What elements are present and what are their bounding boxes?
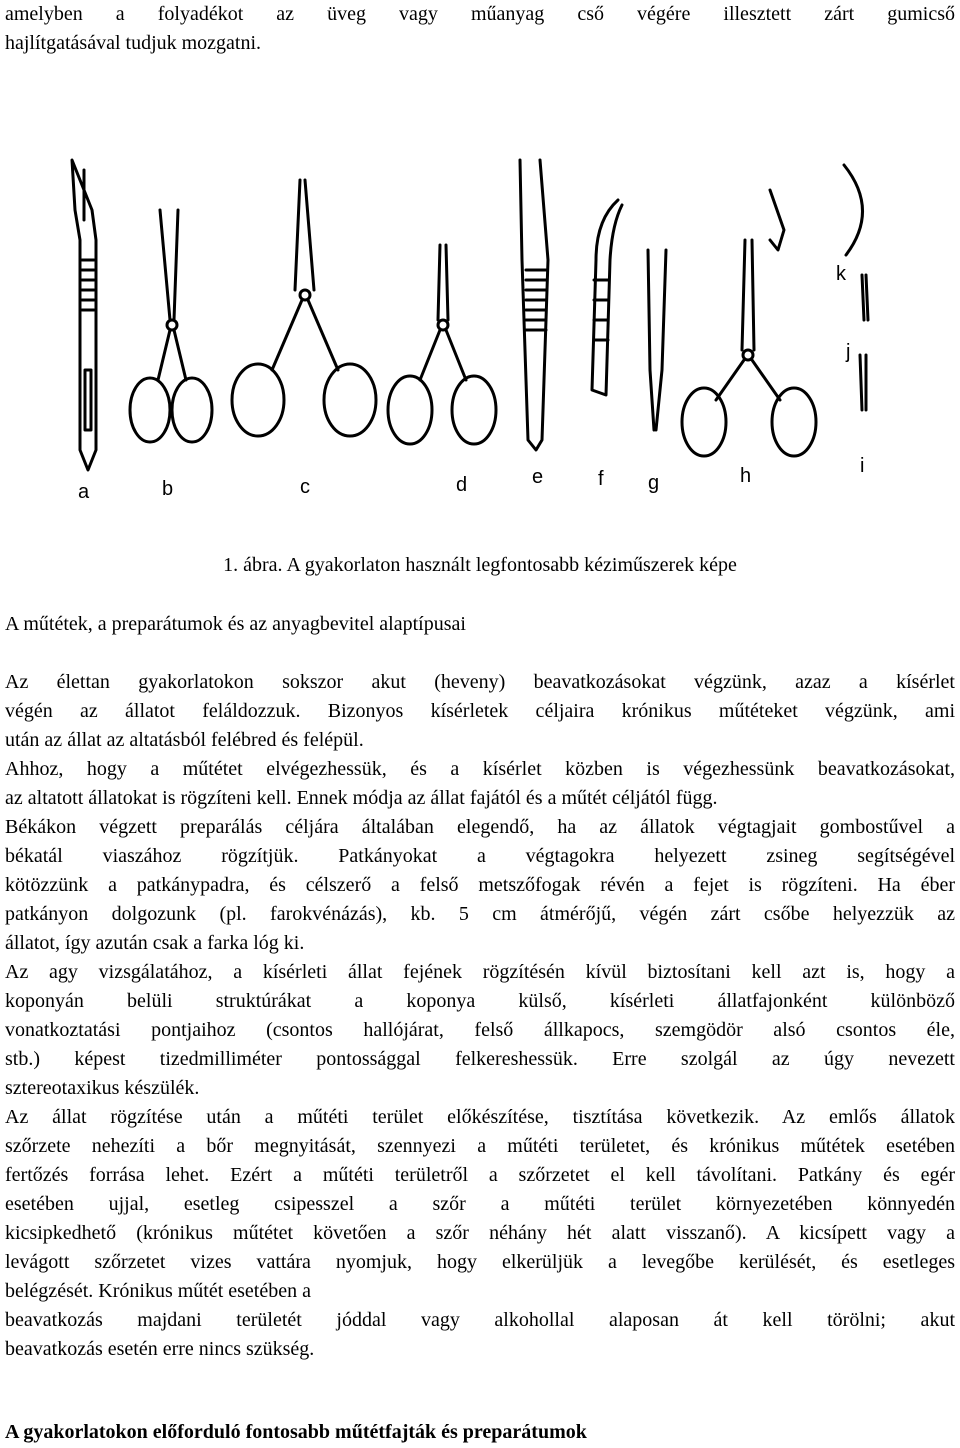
fig-label-b: b (162, 478, 174, 500)
hemostat-h-illustration (682, 240, 816, 456)
intro-line-1: amelyben a folyadékot az üveg vagy műanyag cső végére illesztett zárt gumicső (5, 3, 955, 25)
body-line: Az állat rögzítése után a műtéti terület előkészítése, tisztítása következik. Az emlős állatok (5, 1106, 955, 1128)
fig-label-a: a (78, 481, 90, 503)
figure-caption: 1. ábra. A gyakorlaton használt legfontosabb kéziműszerek képe (223, 554, 737, 576)
scissors-b-illustration (130, 210, 212, 442)
body-line: állatot, így azután csak a farka lóg ki. (5, 932, 305, 954)
body-line: békatál viaszához rögzítjük. Patkányokat a végtagokra helyezett zsineg segítségével (5, 845, 955, 867)
scissors-c-illustration (232, 180, 376, 436)
body-line: az altatott állatokat is rögzíteni kell. Ennek módja az állat fajától és a műtét céljától függ. (5, 787, 718, 809)
body-line: stb.) képest tizedmilliméter pontossággal felkereshessük. Erre szolgál az úgy nevezett (5, 1048, 955, 1070)
body-line: után az állat az altatásból felébred és felépül. (5, 729, 364, 751)
body-line: vonatkoztatási pontjaihoz (csontos hallójárat, felső állkapocs, szemgödör alsó csontos éle, (5, 1019, 955, 1041)
body-line: Az élettan gyakorlatokon sokszor akut (heveny) beavatkozásokat végzünk, azaz a kísérlet (5, 671, 955, 693)
body-line: belégzését. Krónikus műtét esetében a (5, 1280, 311, 1302)
fig-label-f: f (598, 468, 604, 490)
blades-illustration (770, 165, 868, 410)
fig-label-k: k (836, 263, 846, 285)
body-line: Ahhoz, hogy a műtétet elvégezhessük, és a kísérlet közben is végezhessünk beavatkozásokat, (5, 758, 955, 780)
body-line: beavatkozás majdani területét jóddal vagy alkohollal alaposan át kell törölni; akut (5, 1309, 955, 1331)
section-heading-1: A műtétek, a preparátumok és az anyagbevitel alaptípusai (5, 613, 466, 635)
instruments-figure (0, 150, 960, 510)
fig-label-i: i (860, 455, 865, 477)
body-line: Békákon végzett preparálás céljára általában elegendő, ha az állatok végtagjait gombostűvel a (5, 816, 955, 838)
fig-label-g: g (648, 472, 660, 494)
body-line: esetében ujjal, esetleg csipesszel a szőr a műtéti terület környezetében könnyedén (5, 1193, 955, 1215)
curved-forceps-f-illustration (592, 200, 622, 395)
body-line: kötözzünk a patkánypadra, és célszerő a felső metszőfogak révén a fejet is rögzíteni. Ha éber (5, 874, 955, 896)
intro-line-2: hajlítgatásával tudjuk mozgatni. (5, 32, 262, 54)
body-line: Az agy vizsgálatához, a kísérleti állat fejének rögzítésén kívül biztosítani kell azt is, hogy a (5, 961, 955, 983)
fig-label-d: d (456, 474, 468, 496)
body-line: szőrzete nehezíti a bőr megnyitását, szennyezi a műtéti területet, és krónikus műtétek esetében (5, 1135, 955, 1157)
fig-label-c: c (300, 476, 310, 498)
body-line: koponyán belüli struktúrákat a koponya külső, kísérleti állatfajonként különböző (5, 990, 955, 1012)
body-line: patkányon dolgozunk (pl. farokvénázás), kb. 5 cm átmérőjű, végén zárt csőbe helyezzük az (5, 903, 955, 925)
body-line: beavatkozás esetén erre nincs szükség. (5, 1338, 315, 1360)
forceps-g-illustration (648, 250, 666, 430)
body-line: fertőzés forrása lehet. Ezért a műtéti területről a szőrzetet el kell távolítani. Patkány és egér (5, 1164, 955, 1186)
body-line: sztereotaxikus készülék. (5, 1077, 200, 1099)
fig-label-h: h (740, 465, 752, 487)
body-line: levágott szőrzetet vizes vattára nyomjuk, hogy elkerüljük a levegőbe kerülését, és esetleges (5, 1251, 955, 1273)
forceps-e-illustration (520, 160, 548, 450)
fig-label-e: e (532, 466, 544, 488)
body-line: kicsipkedhető (krónikus műtétet követően a szőr néhány hét alatt visszanő). A kicsípett vagy a (5, 1222, 955, 1244)
fig-label-j: j (846, 341, 851, 363)
body-line: végén az állatot feláldozzuk. Bizonyos kísérletek céljaira krónikus műtéteket végzünk, ami (5, 700, 955, 722)
scalpel-illustration (72, 160, 96, 470)
scissors-d-illustration (388, 245, 496, 444)
section-heading-2: A gyakorlatokon előforduló fontosabb műtétfajták és preparátumok (5, 1421, 587, 1443)
